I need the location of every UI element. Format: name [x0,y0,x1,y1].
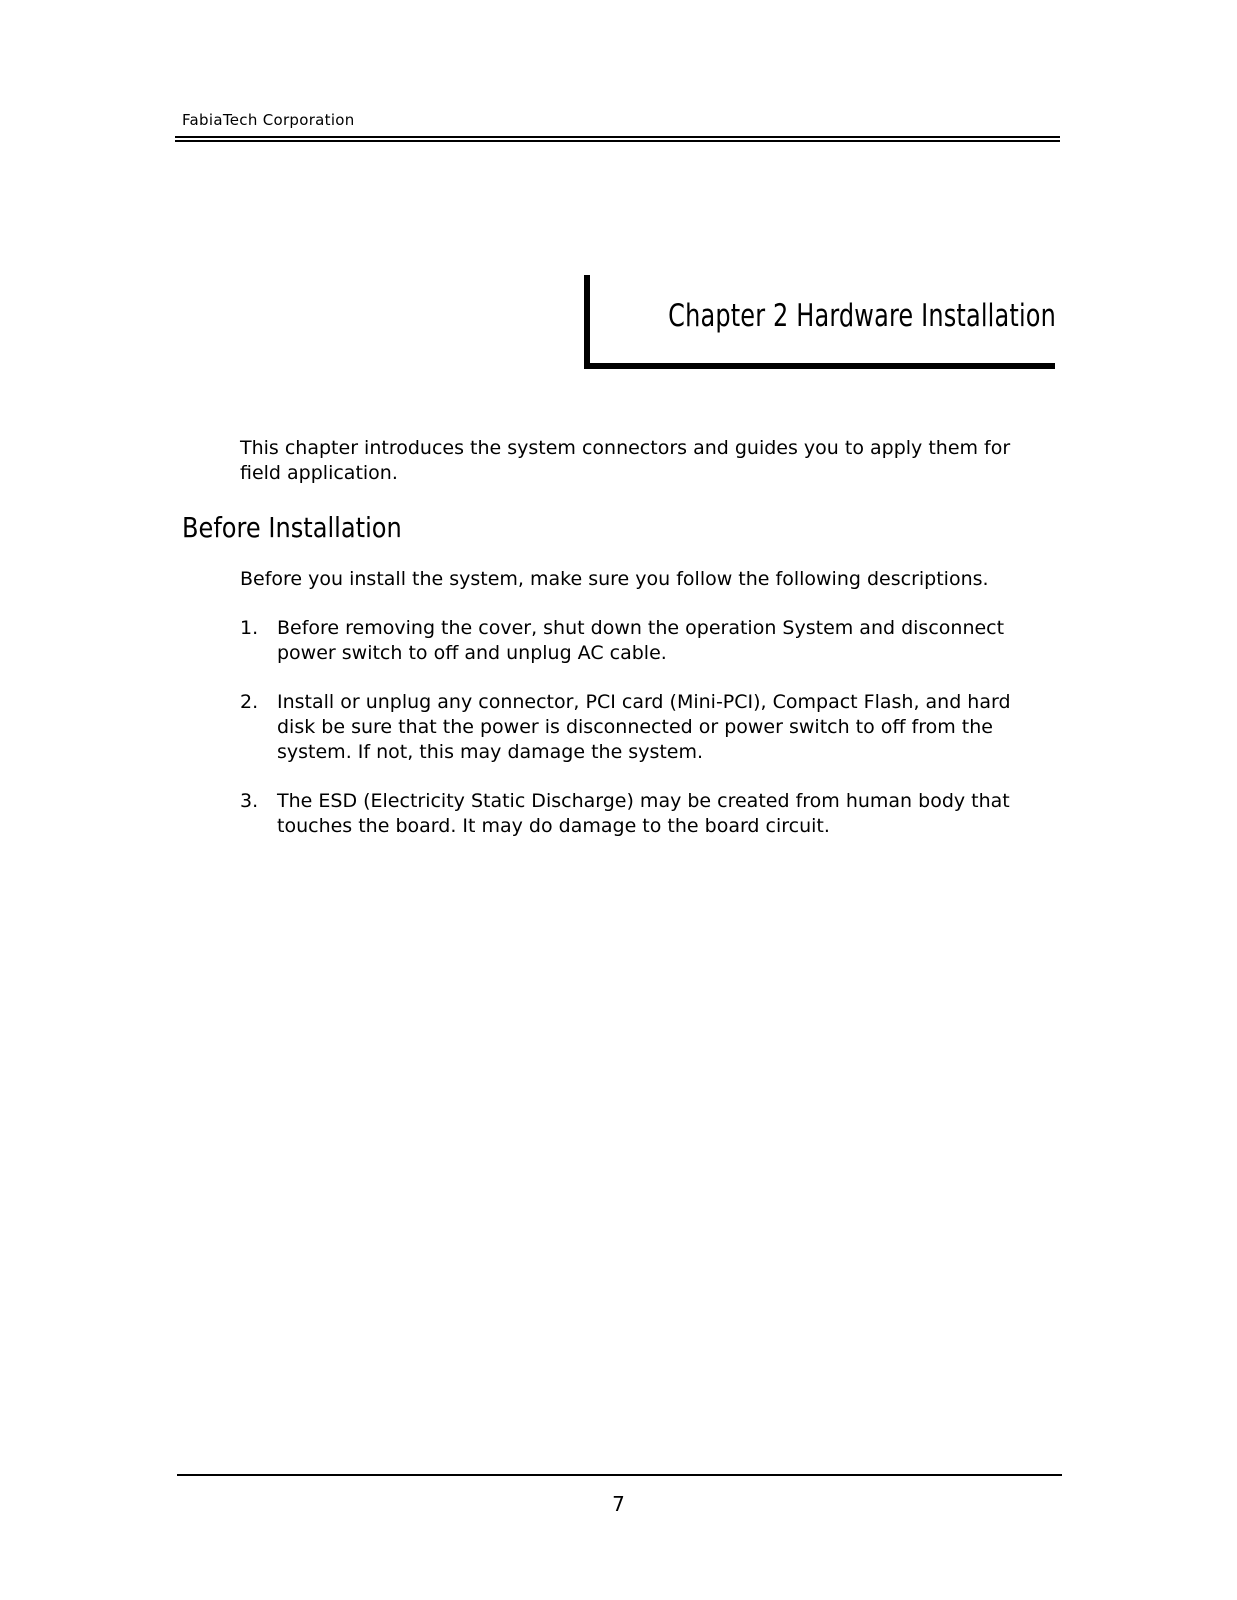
step-text: The ESD (Electricity Static Discharge) may be created from human body that touches the board. It may do damage to the board circuit. [277,790,1010,837]
header-rule-bottom [175,140,1060,142]
running-header: FabiaTech Corporation [182,111,355,129]
page-number: 7 [612,1492,625,1516]
chapter-title-bracket-vertical [584,275,590,368]
step-text: Install or unplug any connector, PCI card (Mini-PCI), Compact Flash, and hard disk be sure that the power is disconnected or power switch to off from the system. If not, this may damage the system. [277,691,1011,763]
footer-rule [177,1474,1062,1476]
chapter-intro-paragraph: This chapter introduces the system connectors and guides you to apply them for field application. [240,437,1011,484]
step-number: 1. [240,617,259,639]
header-rule-top [175,136,1060,138]
chapter-title: Chapter 2 Hardware Installation [668,298,1056,334]
list-item [240,690,1050,765]
section-heading: Before Installation [182,511,402,544]
step-number: 3. [240,790,259,812]
list-item [240,616,1050,666]
step-number: 2. [240,691,259,713]
installation-steps-list [240,616,1050,863]
step-text: Before removing the cover, shut down the operation System and disconnect power switch to off and unplug AC cable. [277,617,1005,664]
chapter-title-bracket-horizontal [584,363,1055,369]
section-lead-paragraph: Before you install the system, make sure you follow the following descriptions. [240,568,989,590]
list-item [240,789,1050,839]
